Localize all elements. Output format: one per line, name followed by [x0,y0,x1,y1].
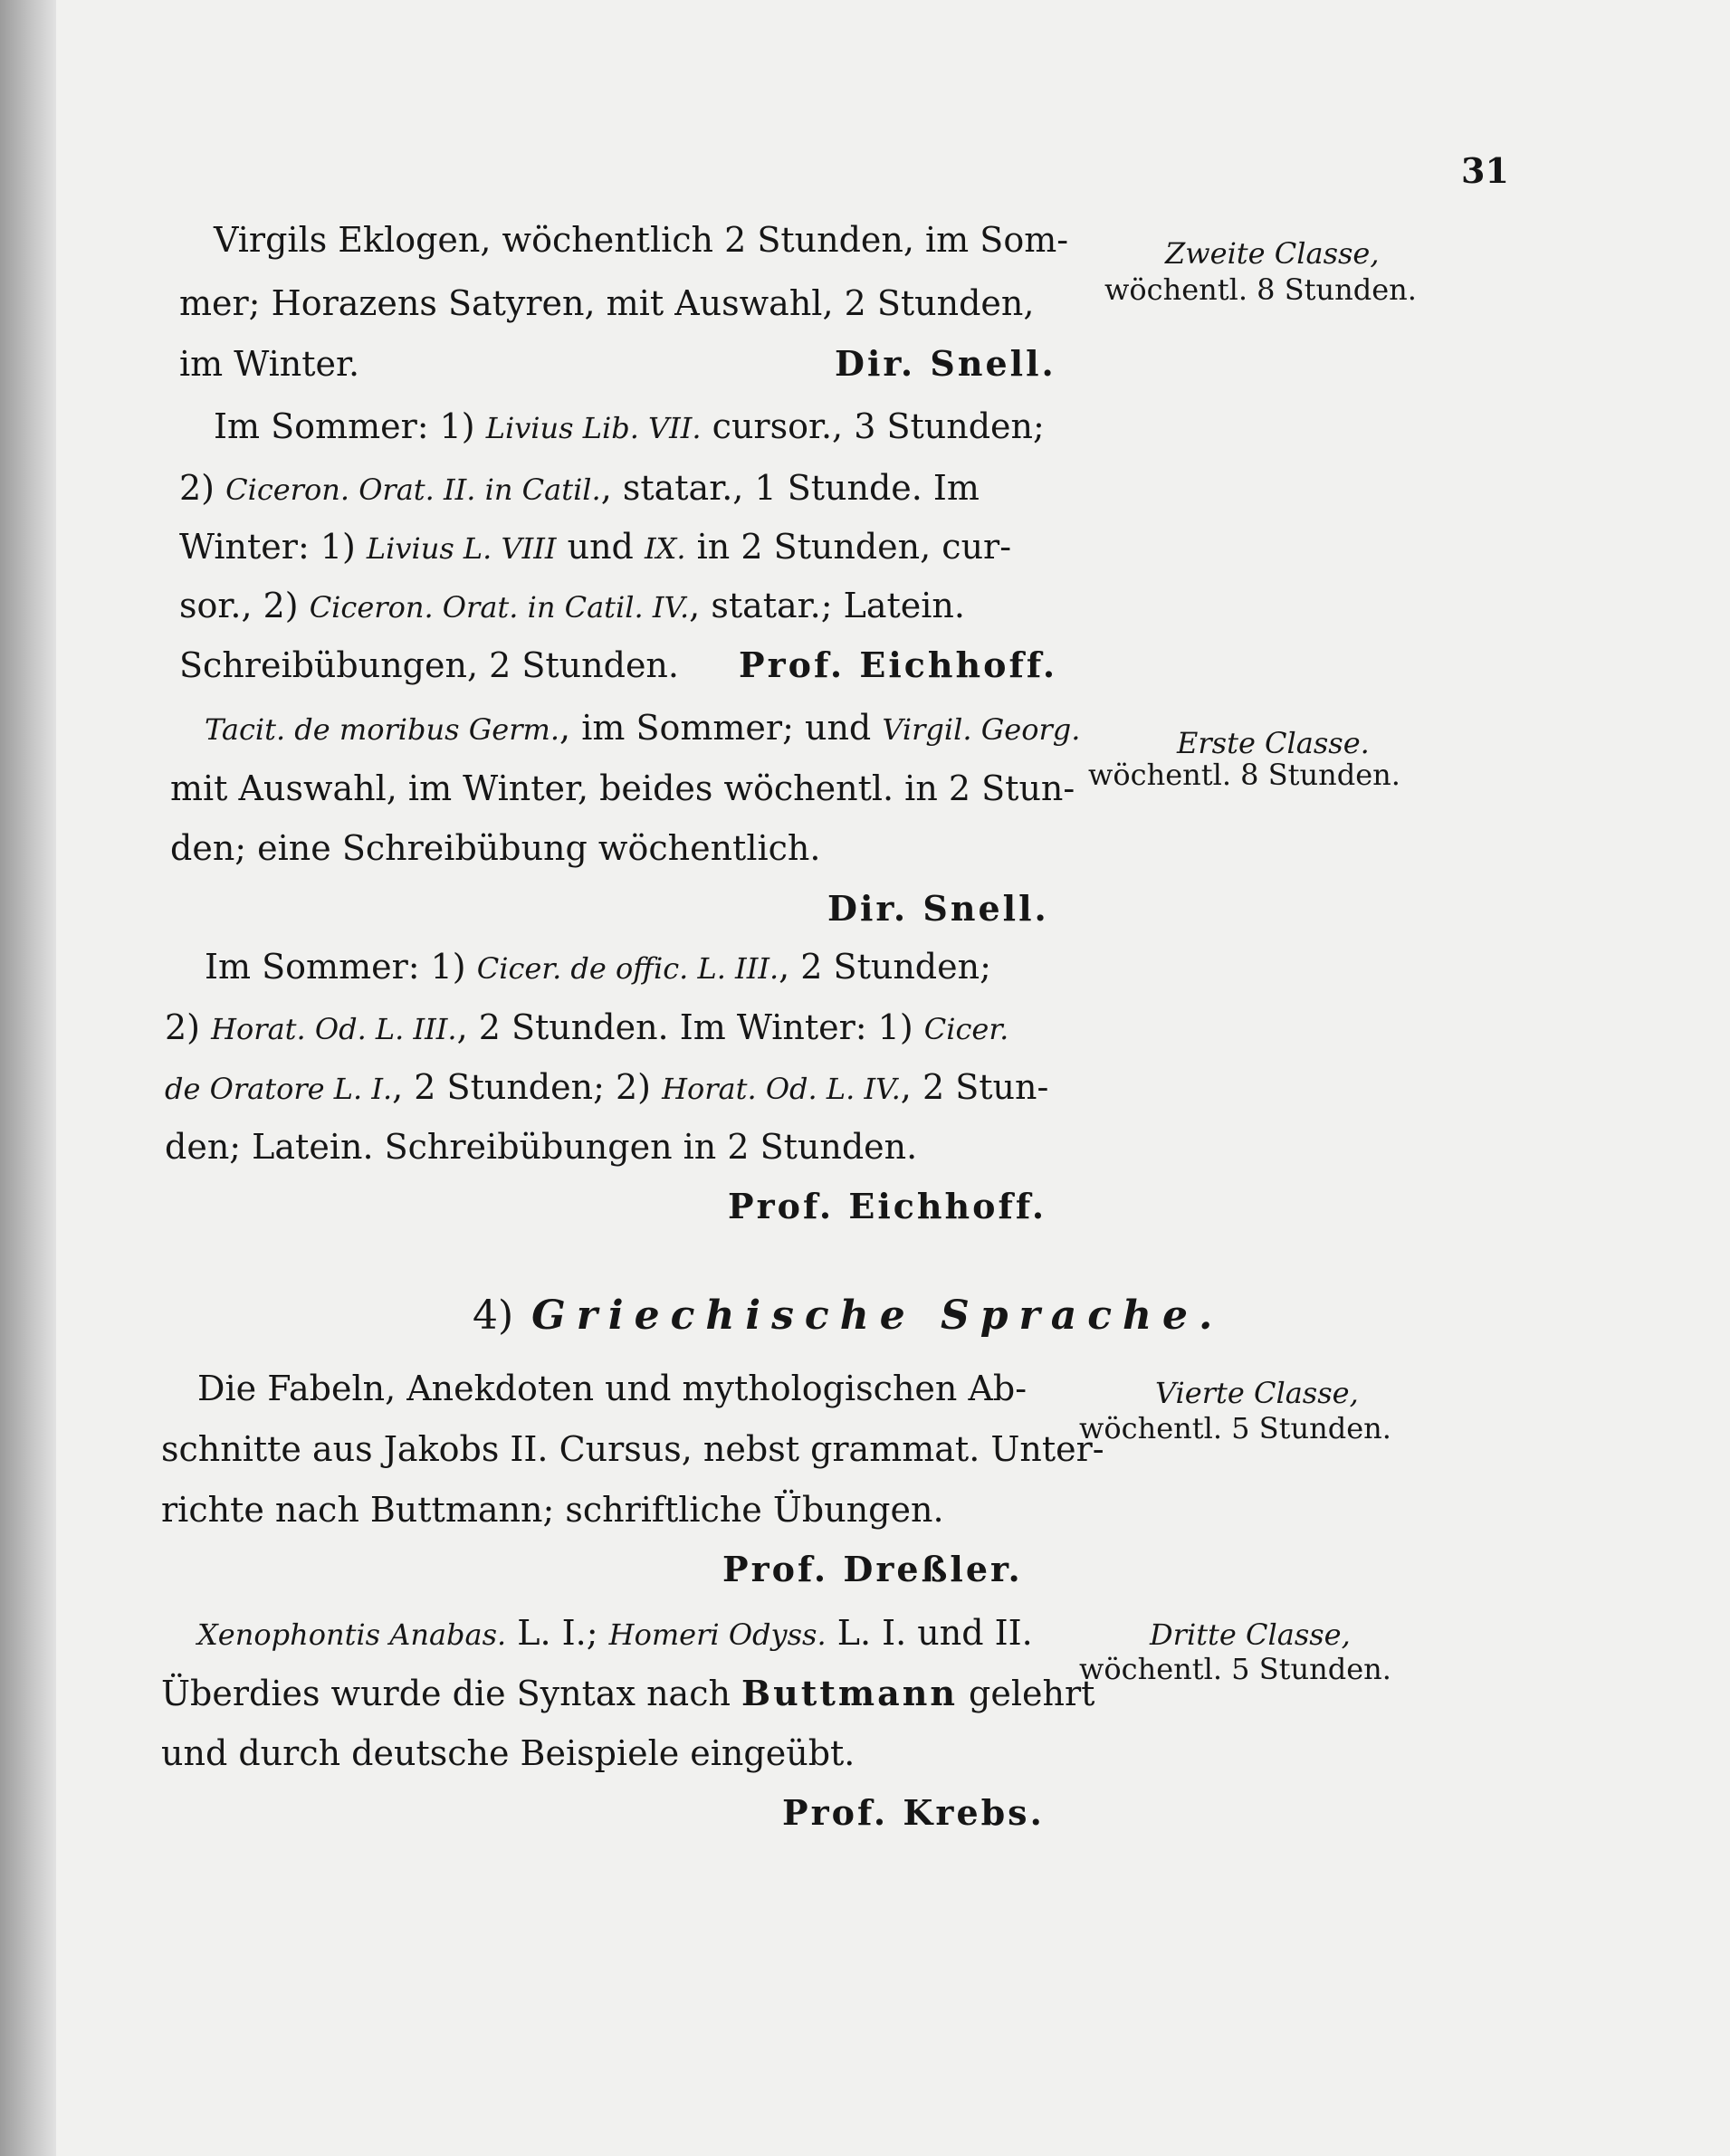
text-line: Winter: 1) Livius L. VIII und IX. in 2 Stunden, cur- [179,527,1012,567]
text-line: Überdies wurde die Syntax nach Buttmann gelehrt [161,1673,1095,1713]
hours-label: wöchentl. 8 Stunden. [1088,758,1400,792]
text-line: 2) Ciceron. Orat. II. in Catil., statar., 1 Stunde. Im [179,468,980,508]
text-line: und durch deutsche Beispiele eingeübt. [161,1733,855,1773]
text-line: richte nach Buttmann; schriftliche Übungen. [161,1490,944,1530]
class-label: Erste Classe. [1177,726,1370,760]
class-label: Dritte Classe, [1150,1617,1351,1652]
teacher-signature: Dir. Snell. [827,888,1049,929]
class-label: Vierte Classe, [1155,1376,1359,1410]
text-line: Schreibübungen, 2 Stunden. [179,645,679,685]
text-line: mit Auswahl, im Winter, beides wöchentl. in 2 Stun- [170,768,1075,808]
text-line: Im Sommer: 1) Cicer. de offic. L. III., 2 Stunden; [205,947,991,987]
hours-label: wöchentl. 8 Stunden. [1104,272,1417,307]
teacher-signature: Prof. Eichhoff. [728,1186,1047,1226]
text-line: 2) Horat. Od. L. III., 2 Stunden. Im Winter: 1) Cicer. [165,1007,1009,1047]
page-number: 31 [1461,150,1509,191]
text-line: Xenophontis Anabas. L. I.; Homeri Odyss. L. I. und II. [197,1613,1033,1653]
teacher-signature: Prof. Krebs. [782,1792,1045,1833]
teacher-signature: Prof. Eichhoff. [739,644,1058,685]
section-heading: 4) Griechische Sprache. [473,1293,1224,1339]
text-line: Im Sommer: 1) Livius Lib. VII. cursor., 3 Stunden; [214,406,1045,446]
text-line: den; eine Schreibübung wöchentlich. [170,828,821,868]
teacher-signature: Prof. Dreßler. [722,1549,1023,1589]
hours-label: wöchentl. 5 Stunden. [1079,1411,1391,1445]
book-page [56,0,1730,2156]
text-line: Virgils Eklogen, wöchentlich 2 Stunden, im Som- [214,220,1069,260]
class-label: Zweite Classe, [1165,236,1380,271]
text-line: im Winter. [179,344,360,384]
text-line: Tacit. de moribus Germ., im Sommer; und Virgil. Georg. [205,708,1081,748]
text-line: mer; Horazens Satyren, mit Auswahl, 2 Stunden, [179,283,1035,323]
text-line: sor., 2) Ciceron. Orat. in Catil. IV., statar.; Latein. [179,586,965,625]
teacher-signature: Dir. Snell. [835,343,1056,384]
text-line: de Oratore L. I., 2 Stunden; 2) Horat. Od. L. IV., 2 Stun- [165,1067,1049,1107]
hours-label: wöchentl. 5 Stunden. [1079,1652,1391,1686]
text-line: schnitte aus Jakobs II. Cursus, nebst grammat. Unter- [161,1429,1104,1469]
book-binding-shadow [0,0,56,2156]
text-line: Die Fabeln, Anekdoten und mythologischen Ab- [197,1369,1027,1408]
text-line: den; Latein. Schreibübungen in 2 Stunden. [165,1127,918,1167]
